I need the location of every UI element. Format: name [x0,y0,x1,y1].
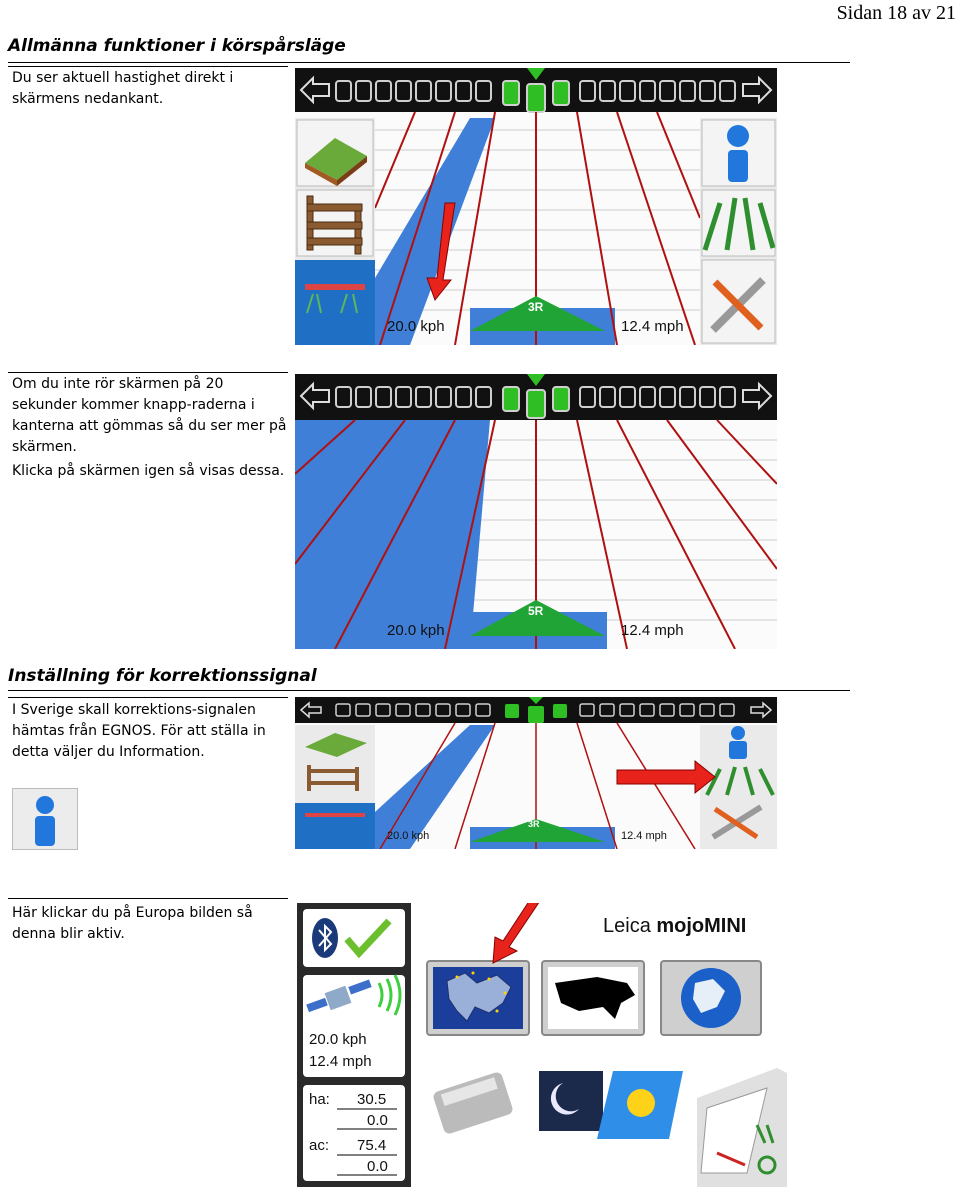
ha-label: ha: [309,1091,330,1108]
world-map-button[interactable] [661,961,763,1037]
section-rule [8,62,850,63]
information-icon [12,788,78,850]
guidance-screen-2[interactable] [295,374,777,649]
ac-value: 75.4 [357,1137,387,1154]
speed-kph: 20.0 kph [387,318,445,335]
brand-regular: Leica [603,915,657,937]
ha-sub-value: 0.0 [367,1112,388,1129]
brand-title [603,915,746,938]
speed-kph: 20.0 kph [387,830,430,842]
block-text-speed [12,68,288,113]
section-rule [8,690,850,691]
block-rule [8,898,288,899]
block-text-europe [12,903,288,948]
block-rule [8,66,288,67]
speed-mph: 12.4 mph [621,318,684,335]
guidance-screen-1[interactable] [295,68,777,345]
block-rule [8,697,288,698]
europe-map-button[interactable] [427,961,531,1037]
block-paragraph: Om du inte rör skärmen på 20 sekunder kommer knapp-raderna i kanterna att gömmas så du ser mer på skärmen. [12,376,287,455]
block-text-egnos [12,700,288,766]
row-label: 3R [528,819,540,829]
block-paragraph: Du ser aktuell hastighet direkt i skärmens nedankant. [12,70,234,107]
brand-bold: mojoMINI [656,915,747,937]
speed-mph: 12.4 mph [621,830,667,842]
ac-label: ac: [309,1137,330,1154]
block-rule [8,372,288,373]
speed-kph: 20.0 kph [309,1031,367,1048]
information-screen[interactable] [297,903,787,1187]
block-paragraph: Klicka på skärmen igen så visas dessa. [12,463,285,479]
ac-sub-value: 0.0 [367,1158,388,1175]
page-number: Sidan 18 av 21 [836,2,956,24]
block-paragraph: Här klickar du på Europa bilden så denna blir aktiv. [12,905,253,942]
block-paragraph: I Sverige skall korrektions-signalen hämtas från EGNOS. För att ställa in detta väljer du Information. [12,702,266,760]
speed-kph: 20.0 kph [387,622,445,639]
ha-value: 30.5 [357,1091,387,1108]
row-label: 5R [528,604,544,618]
row-label: 3R [528,300,544,314]
block-text-hide-buttons [12,374,288,485]
guidance-screen-3[interactable] [295,697,777,849]
usa-map-button[interactable] [542,961,646,1037]
speed-mph: 12.4 mph [309,1053,372,1070]
section-heading-correction: Inställning för korrektionssignal [8,666,317,686]
speed-mph: 12.4 mph [621,622,684,639]
section-heading-general: Allmänna funktioner i körspårsläge [8,36,346,56]
